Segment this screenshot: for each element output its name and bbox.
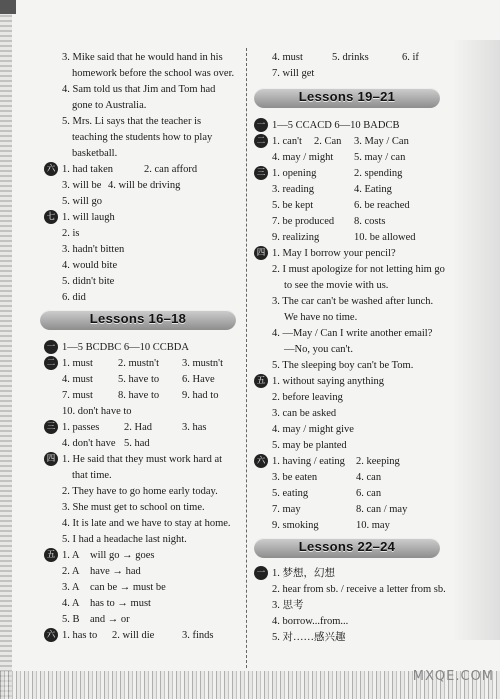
lessons-banner bbox=[254, 88, 440, 108]
answer-item: 3. be eaten bbox=[272, 472, 318, 483]
answer-item: 4. A bbox=[62, 598, 80, 609]
page-edge-right bbox=[452, 40, 500, 640]
answer-line: that time. bbox=[72, 470, 112, 481]
answer-item: 2. can afford bbox=[144, 164, 198, 175]
answer-line: basketball. bbox=[72, 148, 118, 159]
answer-item: 2. A bbox=[62, 566, 80, 577]
answer-item: 10. be allowed bbox=[354, 232, 416, 243]
answer-line: 1. will laugh bbox=[62, 212, 115, 223]
answer-item: 4. will be driving bbox=[108, 180, 181, 191]
lessons-banner-title: Lessons 22–24 bbox=[298, 539, 396, 554]
answer-item: 4. must bbox=[62, 374, 93, 385]
corner-mark bbox=[0, 0, 16, 14]
answer-item: 1. opening bbox=[272, 168, 317, 179]
section-marker: 五 bbox=[254, 374, 268, 388]
answer-item: 3. May / Can bbox=[354, 136, 409, 147]
answer-item: 6. be reached bbox=[354, 200, 410, 211]
lessons-banner-title: Lessons 16–18 bbox=[89, 311, 187, 326]
answer-item: 2. keeping bbox=[356, 456, 400, 467]
answer-line: 5. will go bbox=[62, 196, 102, 207]
answer-line: 1—5 CCACD 6—10 BADCB bbox=[272, 120, 400, 131]
answer-line: gone to Australia. bbox=[72, 100, 147, 111]
answer-item: 3. A bbox=[62, 582, 80, 593]
answer-item: 3. finds bbox=[182, 630, 214, 641]
section-marker: 四 bbox=[44, 452, 58, 466]
lessons-banner bbox=[40, 310, 236, 330]
answer-item: 1. passes bbox=[62, 422, 100, 433]
answer-item: 4. don't have bbox=[62, 438, 116, 449]
answer-item: 5. be kept bbox=[272, 200, 314, 211]
answer-item: 2. mustn't bbox=[118, 358, 159, 369]
answer-item: 1. had taken bbox=[62, 164, 114, 175]
section-marker: 二 bbox=[254, 134, 268, 148]
answer-item: 1. can't bbox=[272, 136, 302, 147]
answer-line: 5. The sleeping boy can't be Tom. bbox=[272, 360, 414, 371]
answer-line: We have no time. bbox=[284, 312, 358, 323]
answer-item: 2. spending bbox=[354, 168, 403, 179]
column-divider bbox=[246, 48, 247, 668]
section-marker: 二 bbox=[44, 356, 58, 370]
answer-line: 2. is bbox=[62, 228, 80, 239]
answer-line: 5. 对……感兴趣 bbox=[272, 632, 346, 643]
answer-item: 10. may bbox=[356, 520, 390, 531]
answer-line: 2. I must apologize for not letting him go bbox=[272, 264, 445, 275]
answer-line: 3. hadn't bitten bbox=[62, 244, 125, 255]
answer-line: 4. Sam told us that Jim and Tom had bbox=[62, 84, 216, 95]
lessons-banner bbox=[254, 538, 440, 558]
answer-item: have → had bbox=[90, 566, 141, 577]
answer-item: can be → must be bbox=[90, 582, 166, 593]
answer-line: 2. before leaving bbox=[272, 392, 343, 403]
answer-line: 10. don't have to bbox=[62, 406, 132, 417]
answer-line: 6. did bbox=[62, 292, 86, 303]
scan-edge-left bbox=[0, 0, 12, 699]
answer-item: 5. drinks bbox=[332, 52, 369, 63]
section-marker: 五 bbox=[44, 548, 58, 562]
answer-line: 1. without saying anything bbox=[272, 376, 384, 387]
answer-line: —No, you can't. bbox=[284, 344, 353, 355]
answer-item: will go → goes bbox=[90, 550, 155, 561]
watermark-logo: MXQE.COM bbox=[412, 669, 494, 684]
answer-item: 3. mustn't bbox=[182, 358, 223, 369]
answer-item: 4. must bbox=[272, 52, 303, 63]
answer-line: homework before the school was over. bbox=[72, 68, 235, 79]
answer-line: 5. Mrs. Li says that the teacher is bbox=[62, 116, 202, 127]
answer-line: teaching the students how to play bbox=[72, 132, 213, 143]
section-marker: 六 bbox=[44, 628, 58, 642]
answer-item: 2. Had bbox=[124, 422, 152, 433]
answer-item: 5. B bbox=[62, 614, 80, 625]
answer-line: 1. He said that they must work hard at bbox=[62, 454, 223, 465]
answer-line: 3. The car can't be washed after lunch. bbox=[272, 296, 434, 307]
answer-line: 4. borrow...from... bbox=[272, 616, 349, 627]
answer-item: 2. will die bbox=[112, 630, 155, 641]
answer-item: 3. reading bbox=[272, 184, 314, 195]
answer-item: 1. has to bbox=[62, 630, 98, 641]
answer-line: 3. 思考 bbox=[272, 600, 304, 611]
answer-item: 3. will be bbox=[62, 180, 102, 191]
answer-item: 4. can bbox=[356, 472, 382, 483]
answer-item: 1. having / eating bbox=[272, 456, 345, 467]
answer-line: 4. would bite bbox=[62, 260, 118, 271]
answer-line: 1. 梦想，幻想 bbox=[272, 568, 335, 579]
section-marker: 三 bbox=[254, 166, 268, 180]
answer-item: 1. A bbox=[62, 550, 80, 561]
answer-line: 1. May I borrow your pencil? bbox=[272, 248, 396, 259]
answer-item: 6. if bbox=[402, 52, 419, 63]
answer-item: 1. must bbox=[62, 358, 93, 369]
section-marker: 一 bbox=[254, 118, 268, 132]
section-marker: 一 bbox=[254, 566, 268, 580]
answer-line: 3. She must get to school on time. bbox=[62, 502, 205, 513]
answer-item: 2. Can bbox=[314, 136, 342, 147]
answer-item: 8. costs bbox=[354, 216, 386, 227]
answer-item: 5. have to bbox=[118, 374, 160, 385]
answer-line: 2. hear from sb. / receive a letter from sb. bbox=[272, 584, 446, 595]
answer-line: 4. —May / Can I write another email? bbox=[272, 328, 433, 339]
lessons-banner-title: Lessons 19–21 bbox=[298, 89, 396, 104]
answer-item: 9. had to bbox=[182, 390, 219, 401]
answer-line: to see the movie with us. bbox=[284, 280, 389, 291]
section-marker: 七 bbox=[44, 210, 58, 224]
section-marker: 三 bbox=[44, 420, 58, 434]
answer-item: 6. can bbox=[356, 488, 382, 499]
answer-line: 3. Mike said that he would hand in his bbox=[62, 52, 223, 63]
answer-item: 8. have to bbox=[118, 390, 160, 401]
answer-item: has to → must bbox=[90, 598, 151, 609]
answer-line: 4. may / might give bbox=[272, 424, 354, 435]
answer-line: 4. It is late and we have to stay at home. bbox=[62, 518, 231, 529]
answer-line: 3. can be asked bbox=[272, 408, 337, 419]
answer-item: 4. may / might bbox=[272, 152, 334, 163]
answer-item: 9. smoking bbox=[272, 520, 319, 531]
answer-item: 5. may / can bbox=[354, 152, 406, 163]
answer-item: 4. Eating bbox=[354, 184, 392, 195]
section-marker: 六 bbox=[254, 454, 268, 468]
answer-line: 5. I had a headache last night. bbox=[62, 534, 187, 545]
answer-line: 5. may be planted bbox=[272, 440, 347, 451]
answer-item: and → or bbox=[90, 614, 130, 625]
answer-item: 7. must bbox=[62, 390, 93, 401]
answer-item: 7. be produced bbox=[272, 216, 335, 227]
answer-line: 2. They have to go home early today. bbox=[62, 486, 218, 497]
section-marker: 四 bbox=[254, 246, 268, 260]
answer-line: 5. didn't bite bbox=[62, 276, 115, 287]
section-marker: 六 bbox=[44, 162, 58, 176]
answer-item: 3. has bbox=[182, 422, 207, 433]
answer-item: 8. can / may bbox=[356, 504, 408, 515]
answer-item: 5. had bbox=[124, 438, 150, 449]
section-marker: 一 bbox=[44, 340, 58, 354]
answer-line: 1—5 BCDBC 6—10 CCBDA bbox=[62, 342, 189, 353]
answer-item: 9. realizing bbox=[272, 232, 320, 243]
answer-line: 7. will get bbox=[272, 68, 315, 79]
answer-item: 7. may bbox=[272, 504, 301, 515]
answer-item: 6. Have bbox=[182, 374, 215, 385]
answer-item: 5. eating bbox=[272, 488, 309, 499]
